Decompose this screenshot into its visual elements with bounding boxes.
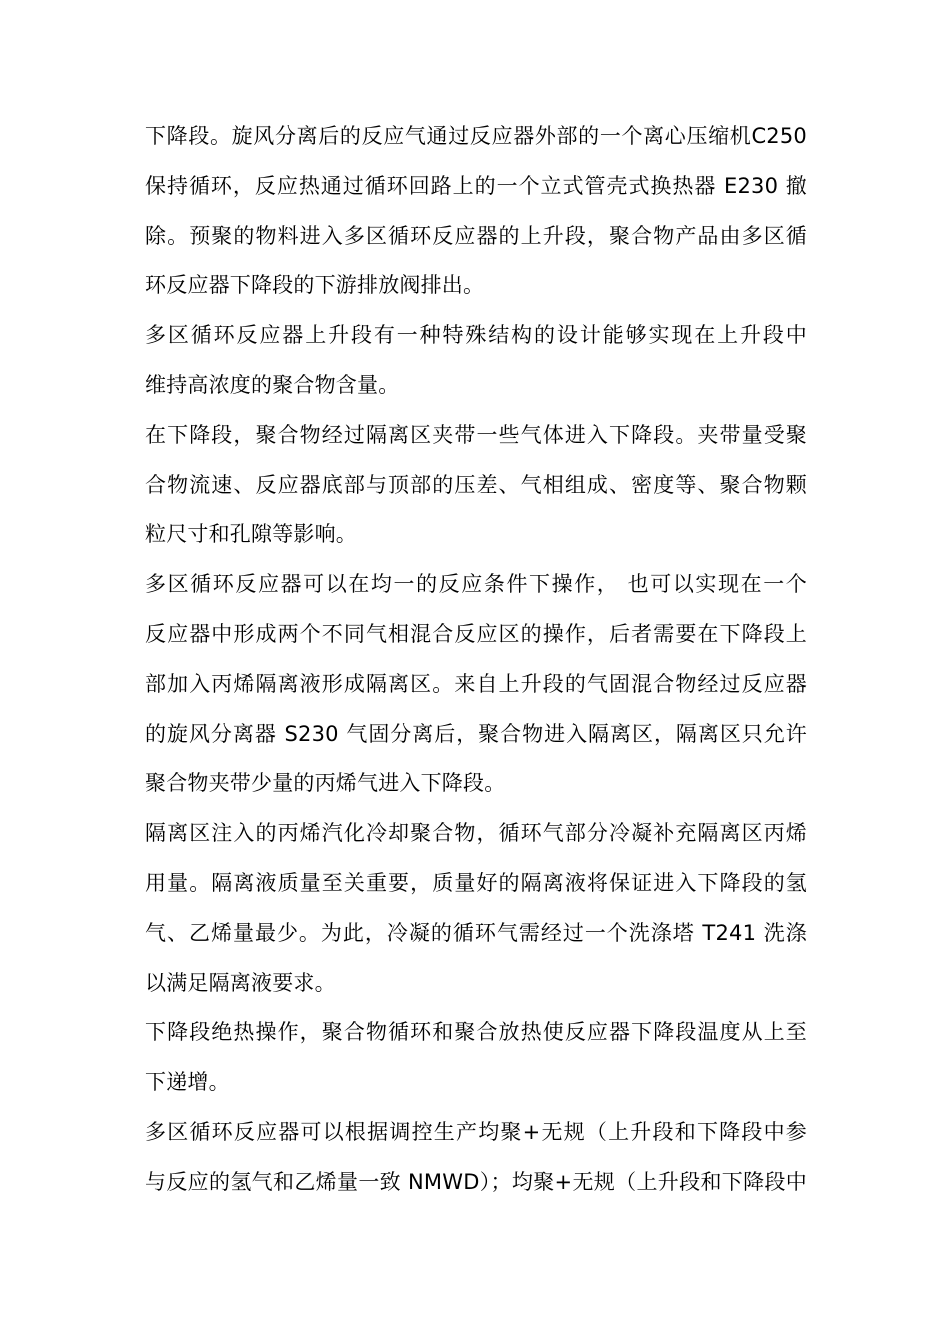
text-line: 反应器中形成两个不同气相混合反应区的操作，后者需要在下降段上 [145, 621, 807, 646]
paragraph-1 [145, 112, 807, 311]
text-line: 粒尺寸和孔隙等影响。 [145, 522, 357, 547]
paragraph-5 [145, 809, 807, 1008]
text-line: 以满足隔离液要求。 [145, 970, 336, 995]
text-line: 用量。隔离液质量至关重要，质量好的隔离液将保证进入下降段的氢 [145, 870, 807, 895]
text-line: 合物流速、反应器底部与顶部的压差、气相组成、密度等、聚合物颗 [145, 472, 807, 497]
text-line: 环反应器下降段的下游排放阀排出。 [145, 273, 485, 298]
text-line: 聚合物夹带少量的丙烯气进入下降段。 [145, 771, 506, 796]
text-line: 的旋风分离器 S230 气固分离后，聚合物进入隔离区，隔离区只允许 [145, 721, 807, 746]
text-line: 在下降段，聚合物经过隔离区夹带一些气体进入下降段。夹带量受聚 [145, 422, 807, 447]
paragraph-6 [145, 1008, 807, 1108]
text-line: 除。预聚的物料进入多区循环反应器的上升段，聚合物产品由多区循 [145, 223, 807, 248]
text-line: 多区循环反应器上升段有一种特殊结构的设计能够实现在上升段中 [145, 323, 807, 348]
text-line: 部加入丙烯隔离液形成隔离区。来自上升段的气固混合物经过反应器 [145, 671, 807, 696]
paragraph-7 [145, 1108, 807, 1208]
text-line: 隔离区注入的丙烯汽化冷却聚合物，循环气部分冷凝补充隔离区丙烯 [145, 821, 807, 846]
text-line: 保持循环，反应热通过循环回路上的一个立式管壳式换热器 E230 撤 [145, 173, 807, 198]
text-line: 下递增。 [145, 1070, 230, 1095]
text-line: 维持高浓度的聚合物含量。 [145, 372, 400, 397]
text-line: 下降段绝热操作，聚合物循环和聚合放热使反应器下降段温度从上至 [145, 1020, 807, 1045]
paragraph-3 [145, 411, 807, 560]
text-line: 下降段。旋风分离后的反应气通过反应器外部的一个离心压缩机C250 [145, 124, 807, 148]
paragraph-2 [145, 311, 807, 411]
text-line: 与反应的氢气和乙烯量一致 NMWD）；均聚+无规（上升段和下降段中 [145, 1169, 807, 1194]
paragraph-4 [145, 560, 807, 809]
text-line: 气、乙烯量最少。为此，冷凝的循环气需经过一个洗涤塔 T241 洗涤 [145, 920, 807, 945]
text-line: 多区循环反应器可以根据调控生产均聚+无规（上升段和下降段中参 [145, 1119, 807, 1144]
text-line: 多区循环反应器可以在均一的反应条件下操作， 也可以实现在一个 [145, 572, 807, 597]
document-body [145, 112, 807, 1208]
